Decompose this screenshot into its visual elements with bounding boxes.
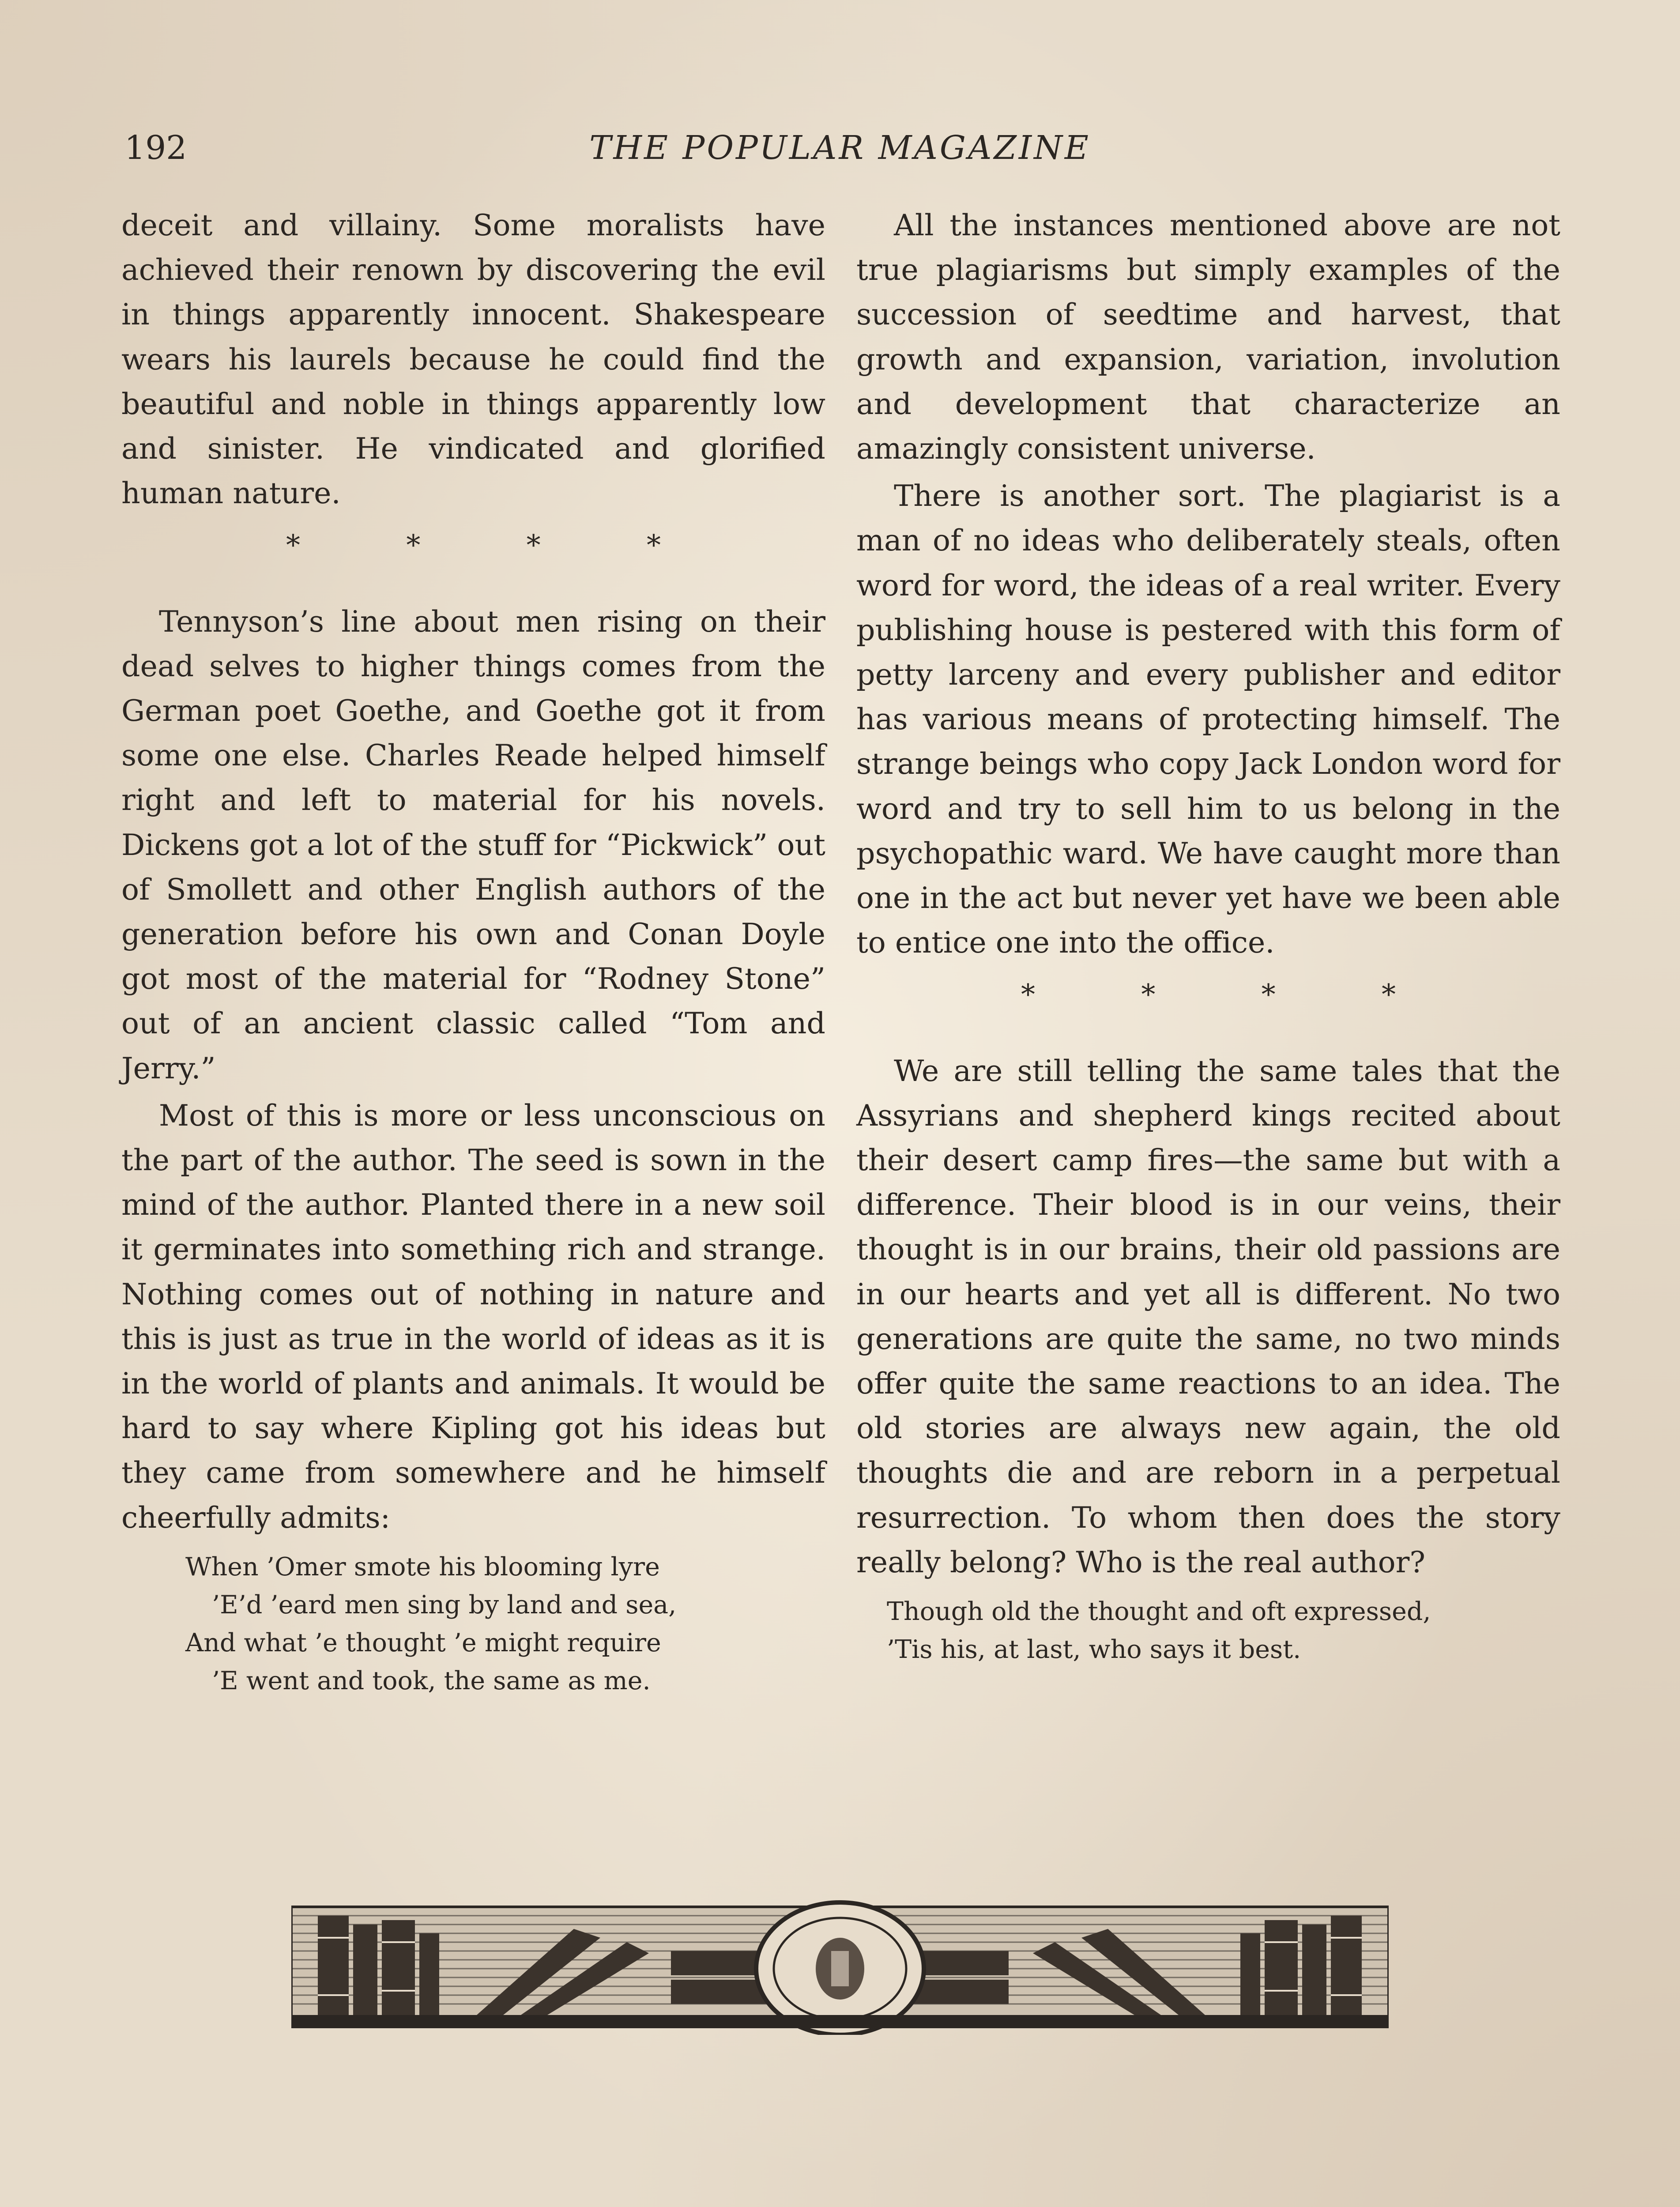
page-number: 192 [124,129,187,167]
left-paragraph-3: Most of this is more or less unconscious on the part of the author. The seed is sown in the mind of the author. Planted there in a new soil it germinates into something rich and strange. Nothing comes out of nothing in nature and this is just as true in the world of ideas as it is in the world of plants and animals. It would be hard to say where Kipling got his ideas but they came from somewhere and he himself cheerfully admits: [121,1098,825,1535]
bookshelf-tailpiece-ornament [291,1898,1389,2035]
section-break-stars: * * * * [1021,979,1445,1012]
left-paragraph-2: Tennyson’s line about men rising on their dead selves to higher things comes from the German poet Goethe, and Goethe got it from some one else. Charles Reade helped himself right and left to material for his novels. Dickens got a lot of the stuff for “Pickwick” out of Smollett and other English authors of the generation before his own and Conan Doyle got most of the material for “Rodney Stone” out of an ancient classic called “Tom and Jerry.” [121,604,825,1085]
verse-line: When ’Omer smote his blooming lyre [185,1552,660,1582]
right-paragraph-1: All the instances mentioned above are not true plagiarisms but simply examples of the succession of seedtime and harvest, that growth and expansion, variation, involution and development that characterize an amazingly consistent universe. [856,208,1560,466]
left-paragraph-1: deceit and villainy. Some moralists have achieved their renown by discovering the evil in things apparently innocent. Shakespeare wears his laurels because he could find the beautiful and noble in things apparently low and sinister. He vindicated and glorified human nature. [121,208,825,511]
left-column [121,203,825,1700]
right-paragraph-2: There is another sort. The plagiarist is a man of no ideas who deliberately steals, often word for word, the ideas of a real writer. Every publishing house is pestered with this form of petty larceny and every publisher and editor has various means of protecting himself. The strange beings who copy Jack London word for word and try to sell him to us belong in the psychopathic ward. We have caught more than one in the act but never yet have we been able to entice one into the office. [856,478,1560,960]
verse-line: ’E went and took, the same as me. [212,1666,651,1695]
kipling-verse [121,1548,825,1700]
closing-couplet [856,1593,1560,1668]
verse-line: Though old the thought and oft expressed, [887,1597,1431,1627]
running-head: THE POPULAR MAGAZINE [589,129,1091,167]
verse-line: ’E’d ’eard men sing by land and sea, [212,1590,677,1619]
right-paragraph-3: We are still telling the same tales that the Assyrians and shepherd kings recited about their desert camp fires—the same but with a difference. Their blood is in our veins, their thought is in our brains, their old passions are in our hearts and yet all is different. No two generations are quite the same, no two minds offer quite the same reactions to an idea. The old stories are always new again, the old thoughts die and are reborn in a perpetual resurrection. To whom then does the story really belong? Who is the real author? [856,1053,1560,1579]
verse-line: ’Tis his, at last, who says it best. [887,1635,1301,1665]
verse-line: And what ’e thought ’e might require [185,1628,661,1657]
section-break-stars: * * * * [286,529,710,562]
right-column [856,203,1560,1668]
